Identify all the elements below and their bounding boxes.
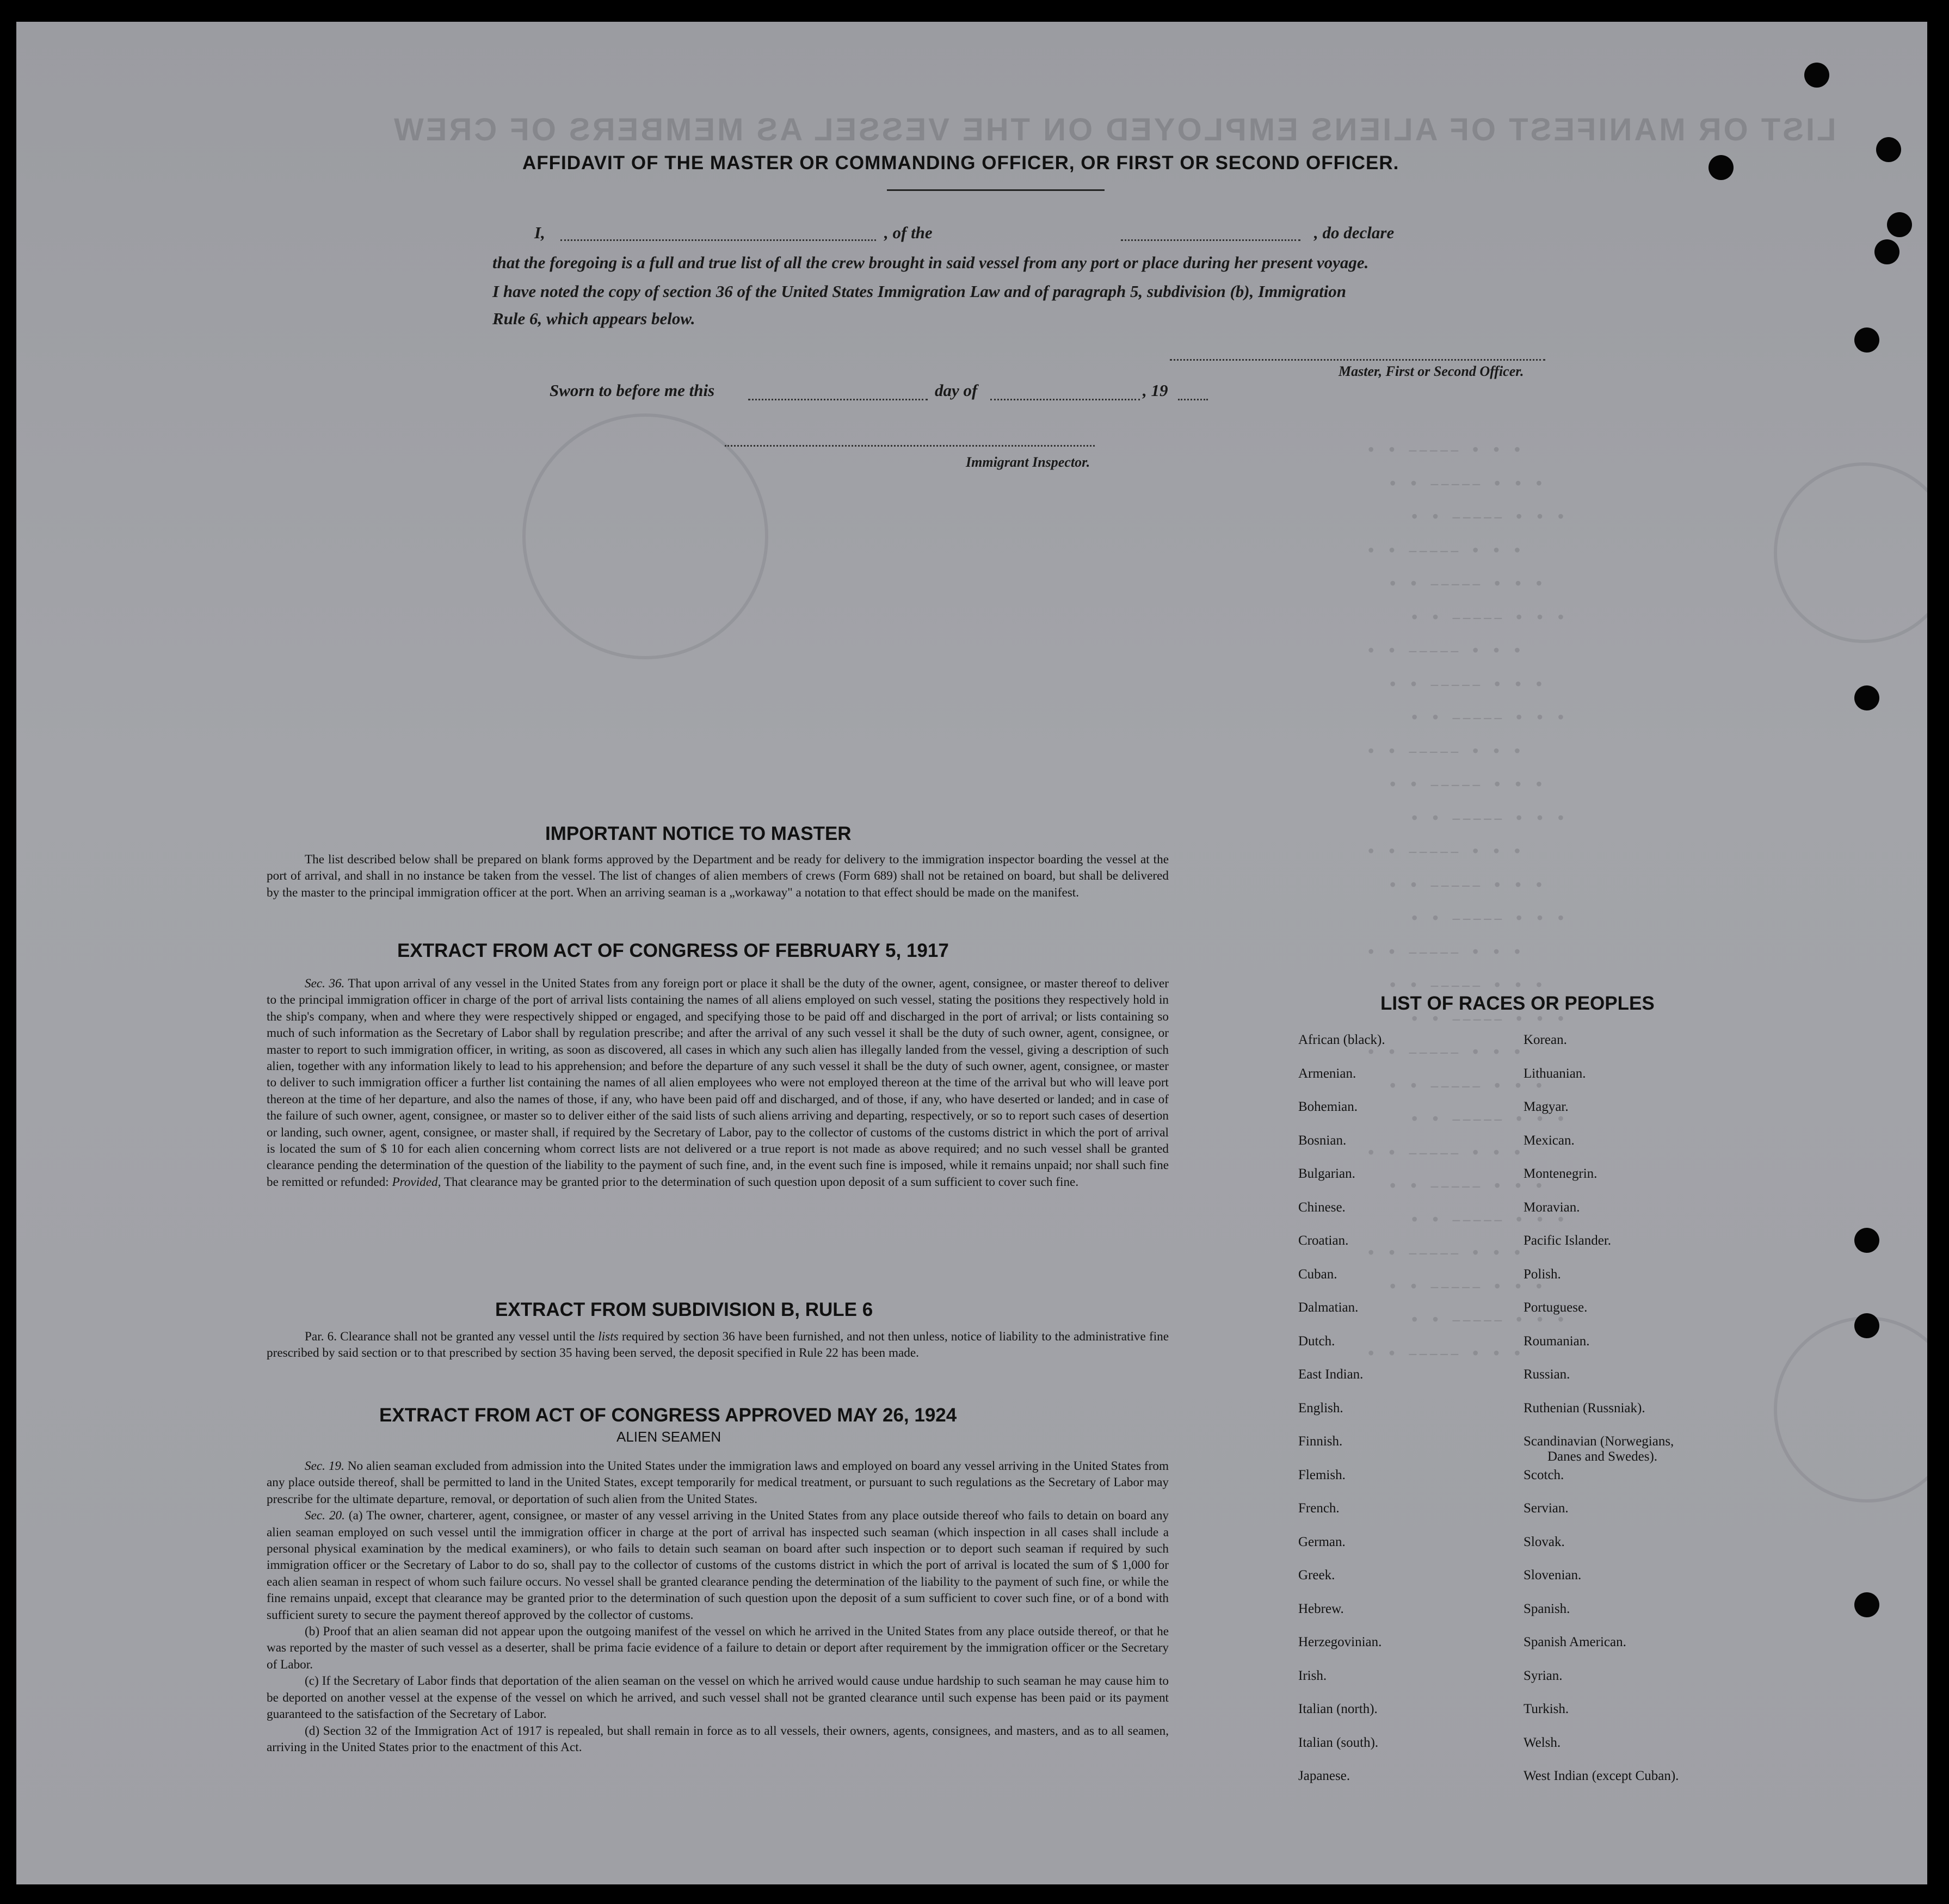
punch-hole <box>1709 155 1734 180</box>
race-entry: Japanese. <box>1298 1769 1350 1783</box>
race-entry: Moravian. <box>1524 1200 1580 1215</box>
race-entry: Mexican. <box>1524 1133 1575 1148</box>
race-entry: Scotch. <box>1524 1467 1564 1482</box>
punch-hole <box>1854 685 1879 710</box>
section-text: (c) If the Secretary of Labor finds that deportation of the alien seaman on the vessel on which he arrived would cause undue hardship to such seaman he may cause him to be deported on another vessel at the expense of the vessel on which he arrived, and such vessel shall not be granted clearance until such expense has been paid or its payment guaranteed to the satisfaction of the Secretary of Labor. <box>267 1674 1169 1722</box>
race-entry: Polish. <box>1524 1266 1561 1282</box>
affidavit-line: that the foregoing is a full and true list of all the crew brought in said vessel from any port or place during her present voyage. <box>492 253 1369 272</box>
extract-rule6-paragraph <box>267 1328 1169 1362</box>
race-entry: East Indian. <box>1298 1367 1364 1382</box>
bleed-through-row: • • • ––––– • • <box>1366 1143 1523 1164</box>
extract-1924-subtitle: ALIEN SEAMEN <box>616 1429 721 1445</box>
section-text: (b) Proof that an alien seaman did not appear upon the outgoing manifest of the vessel on which he arrived in the United States from any place outside thereof, or that he was reported by the master of such vessel as a deserter, shall be prima facie evidence of a failure to detain or deport after requirement by the immigration officer or the Secretary of Labor. <box>267 1624 1169 1672</box>
bleed-through-row: • • • ––––– • • <box>1409 508 1566 528</box>
affidavit-line-of: , of the <box>884 223 933 242</box>
affidavit-line: I have noted the copy of section 36 of the United States Immigration Law and of paragraph 5, subdivision (b), Immigration <box>492 282 1347 301</box>
bleed-through-row: • • • ––––– • • <box>1366 441 1523 461</box>
bleed-through-row: • • • ––––– • • <box>1409 909 1566 929</box>
divider <box>887 189 1105 191</box>
bleed-through-row: • • • ––––– • • <box>1366 541 1523 561</box>
affidavit-line-start: I, <box>534 223 545 242</box>
section-label: Sec. 36. <box>305 976 345 991</box>
punch-hole <box>1854 1592 1879 1617</box>
race-entry: West Indian (except Cuban). <box>1524 1769 1679 1783</box>
punch-hole <box>1874 239 1899 264</box>
race-entry: Cuban. <box>1298 1266 1337 1282</box>
year-label: , 19 <box>1143 381 1168 400</box>
sworn-day-blank[interactable] <box>748 399 928 400</box>
notice-text: The list described below shall be prepared on blank forms approved by the Department and be ready for delivery to the immigration inspector boarding the vessel at the port of arrival, and shall in no instance be taken from the vessel. The list of changes of alien members of crews (Form 689) shall not be retained on board, but shall be delivered by the master to the principal immigration officer at the port. When an arriving seaman is a „workaway" a notation to that effect should be made on the manifest. <box>267 852 1169 900</box>
race-entry: Greek. <box>1298 1568 1335 1582</box>
race-entry: German. <box>1298 1534 1346 1549</box>
bleed-through-row: • • • ––––– • • <box>1387 1277 1545 1297</box>
bleed-through-title: LIST OR MANIFEST OF ALIENS EMPLOYED ON THE VESSEL AS MEMBERS OF CREW <box>392 112 1836 147</box>
extract-rule6-title: EXTRACT FROM SUBDIVISION B, RULE 6 <box>495 1299 873 1320</box>
race-entry: Slovak. <box>1524 1534 1565 1549</box>
bleed-through-row: • • • ––––– • • <box>1387 1177 1545 1197</box>
race-entry: Bosnian. <box>1298 1133 1347 1148</box>
race-entry: French. <box>1298 1501 1340 1516</box>
race-entry: Italian (south). <box>1298 1735 1379 1750</box>
race-entry: Montenegrin. <box>1524 1166 1598 1181</box>
race-entry: Scandinavian (Norwegians, <box>1524 1434 1674 1449</box>
inspector-label: Immigrant Inspector. <box>966 454 1090 470</box>
race-entry: Dalmatian. <box>1298 1300 1359 1315</box>
bleed-through-row: • • • ––––– • • <box>1366 741 1523 762</box>
bleed-through-stamp <box>522 413 768 659</box>
race-entry: Spanish. <box>1524 1601 1570 1616</box>
section-text: That upon arrival of any vessel in the United States from any foreign port or place it shall be the duty of the owner, agent, consignee, or master thereof to deliver to the principal immigration officer in charge of the port of arrival lists containing the names of all aliens employed on such vessel, stating the positions they respectively hold in the ship's company, when and where they were respectively shipped or engaged, and specifying those to be paid off and discharged in the port of arrival; or lists containing so much of such information as the Secretary of Labor shall by regulation prescribe; and after the arrival of any such vessel it shall be the duty of such owner, agent, consignee, or master to report to such immigration officer, in writing, as soon as discovered, all cases in which any such alien has illegally landed from the vessel, giving a description of such alien, together with any information likely to lead to his apprehension; and before the departure of any such vessel it shall be the duty of such owner, agent, consignee, or master to deliver to such immigration officer a further list containing the names of all alien employees who were not employed thereon at the time of the arrival but who will leave port thereon at the time of her departure, and also the names of those, if any, who have been paid off and discharged, and of those, if any, who have deserted or landed; and in case of the failure of such owner, agent, consignee, or master so to deliver either of the said lists of such aliens arriving and departing, respectively, or so to report such cases of desertion or landing, such owner, agent, consignee, or master shall, if required by the Secretary of Labor, pay to the collector of customs of the customs district in which the port of arrival is located the sum of $ 10 for each alien concerning whom correct lists are not delivered or a true report is not made as above required; and no such vessel shall be granted clearance pending the determination of the question of the liability to the payment of such fine, and, in the event such fine is imposed, while it remains unpaid; nor shall such fine be remitted or refunded: <box>267 976 1169 1189</box>
extract-1917-paragraph <box>267 975 1169 1190</box>
race-entry: English. <box>1298 1400 1343 1415</box>
race-entry: Hebrew. <box>1298 1601 1344 1616</box>
bleed-through-row: • • • ––––– • • <box>1409 808 1566 829</box>
bleed-through-row: • • • ––––– • • <box>1387 474 1545 494</box>
section-label: Sec. 20. <box>305 1509 345 1523</box>
extract-1924-title: EXTRACT FROM ACT OF CONGRESS APPROVED MAY 26, 1924 <box>379 1405 957 1426</box>
race-entry: Dutch. <box>1298 1333 1335 1349</box>
extract-1924-paragraphs <box>267 1458 1169 1755</box>
section-text: (d) Section 32 of the Immigration Act of 1917 is repealed, but shall remain in force as to all vessels, their owners, agents, consignees, and masters, and as to all seamen, arriving in the United States prior to the enactment of this Act. <box>267 1723 1169 1754</box>
races-title: LIST OF RACES OR PEOPLES <box>1380 993 1655 1014</box>
section-text: No alien seaman excluded from admission into the United States under the immigration laws and employed on board any vessel arriving in the United States from any place outside thereof, shall be permitted to land in the United States, except temporarily for medical treatment, or pursuant to such regulations as the Secretary of Labor may prescribe for the ultimate departure, removal, or deportation of such alien from the United States. <box>267 1459 1169 1506</box>
race-entry: Magyar. <box>1524 1099 1569 1114</box>
race-entry: Ruthenian (Russniak). <box>1524 1400 1645 1415</box>
paragraph-text: Par. 6. Clearance shall not be granted any vessel until the <box>305 1330 595 1344</box>
bleed-through-row: • • • ––––– • • <box>1409 1110 1566 1130</box>
day-of-label: day of <box>935 381 978 400</box>
provided-label: Provided, <box>392 1174 441 1189</box>
race-entry: Armenian. <box>1298 1066 1356 1081</box>
paragraph-text: required by section 36 have been furnished, and not then unless, notice of liability to the administrative fine prescribed by said section or to that prescribed by section 35 having been served, the deposit specified in Rule 22 has been made. <box>267 1330 1169 1361</box>
race-entry: Spanish American. <box>1524 1635 1626 1649</box>
race-entry: Syrian. <box>1524 1668 1563 1683</box>
race-entry: Bulgarian. <box>1298 1166 1355 1181</box>
bleed-through-row: • • • ––––– • • <box>1387 976 1545 996</box>
bleed-through-row: • • • ––––– • • <box>1366 842 1523 862</box>
race-entry: Chinese. <box>1298 1200 1346 1215</box>
punch-hole <box>1854 1313 1879 1338</box>
punch-hole <box>1887 212 1912 237</box>
race-entry: Slovenian. <box>1524 1568 1582 1582</box>
section-text: (a) The owner, charterer, agent, consignee, or master of any vessel arriving in the United States from any place outside thereof who fails to detain on board any alien seaman employed on such vessel until the immigration officer in charge at the port of arrival has inspected such seaman (which inspection in all cases shall include a personal physical examination by the medical examiners), or who fails to detain such seaman on board after such inspection or to deport such seaman if required by such immigration officer or the Secretary of Labor to do so, shall pay to the collector of customs of the customs district in which the port of arrival is located the sum of $ 1,000 for each alien seaman in respect of whom such failure occurs. No vessel shall be granted clearance pending the determination of the liability to the payment of such fine, or while the fine remains unpaid, except that clearance may be granted prior to the determination of such question upon the deposit of a sum sufficient to cover such fine, or of a bond with sufficient surety to secure the payment thereof approved by the collector of customs. <box>267 1509 1169 1622</box>
bleed-through-row: • • • ––––– • • <box>1409 1009 1566 1030</box>
bleed-through-row: • • • ––––– • • <box>1366 1344 1523 1364</box>
punch-hole <box>1854 327 1879 353</box>
sworn-year-blank[interactable] <box>1178 399 1208 400</box>
bleed-through-row: • • • ––––– • • <box>1366 641 1523 662</box>
race-entry: Servian. <box>1524 1501 1569 1516</box>
notice-title: IMPORTANT NOTICE TO MASTER <box>545 823 852 844</box>
inspector-signature-blank[interactable] <box>725 445 1095 447</box>
section-text: That clearance may be granted prior to the determination of such question upon deposit of a sum sufficient to cover such fine. <box>443 1174 1079 1189</box>
race-entry: Welsh. <box>1524 1735 1561 1750</box>
race-entry: Irish. <box>1298 1668 1327 1683</box>
lists-label: lists <box>598 1330 619 1344</box>
bleed-through-row: • • • ––––– • • <box>1366 1244 1523 1264</box>
bleed-through-row: • • • ––––– • • <box>1387 875 1545 896</box>
vessel-name-blank[interactable] <box>1121 239 1300 241</box>
sworn-label: Sworn to before me this <box>550 381 715 400</box>
race-entry: Italian (north). <box>1298 1702 1378 1716</box>
punch-hole <box>1876 137 1901 162</box>
race-entry: African (black). <box>1298 1033 1385 1047</box>
race-entry: Bohemian. <box>1298 1099 1358 1114</box>
bleed-through-row: • • • ––––– • • <box>1409 608 1566 628</box>
race-entry: Roumanian. <box>1524 1333 1590 1349</box>
race-entry: Finnish. <box>1298 1434 1343 1449</box>
master-signature-label: Master, First or Second Officer. <box>1339 363 1524 379</box>
bleed-through-row: • • • ––––– • • <box>1409 1310 1566 1331</box>
punch-hole <box>1854 1228 1879 1253</box>
bleed-through-stamp <box>1774 462 1927 643</box>
bleed-through-row: • • • ––––– • • <box>1409 708 1566 728</box>
race-entry: Danes and Swedes). <box>1547 1449 1658 1464</box>
sworn-month-blank[interactable] <box>990 399 1140 400</box>
master-signature-blank[interactable] <box>1170 359 1545 361</box>
race-entry: Pacific Islander. <box>1524 1233 1612 1248</box>
manifest-page <box>16 22 1927 1884</box>
bleed-through-row: • • • ––––– • • <box>1387 675 1545 695</box>
bleed-through-row: • • • ––––– • • <box>1366 1043 1523 1063</box>
punch-hole <box>1804 63 1829 88</box>
section-label: Sec. 19. <box>305 1459 344 1473</box>
bleed-through-row: • • • ––––– • • <box>1366 942 1523 963</box>
extract-1917-title: EXTRACT FROM ACT OF CONGRESS OF FEBRUARY 5, 1917 <box>397 940 949 961</box>
bleed-through-stamp <box>1774 1316 1927 1503</box>
affidavit-title: AFFIDAVIT OF THE MASTER OR COMMANDING OFFICER, OR FIRST OR SECOND OFFICER. <box>522 152 1399 174</box>
notice-paragraph <box>267 851 1169 901</box>
race-entry: Flemish. <box>1298 1467 1346 1482</box>
officer-name-blank[interactable] <box>560 239 876 241</box>
race-entry: Croatian. <box>1298 1233 1349 1248</box>
bleed-through-row: • • • ––––– • • <box>1387 1076 1545 1097</box>
race-entry: Lithuanian. <box>1524 1066 1586 1081</box>
race-entry: Turkish. <box>1524 1702 1569 1716</box>
bleed-through-row: • • • ––––– • • <box>1387 574 1545 595</box>
affidavit-line: Rule 6, which appears below. <box>492 309 695 328</box>
affidavit-line-declare: , do declare <box>1314 223 1395 242</box>
bleed-through-row: • • • ––––– • • <box>1409 1210 1566 1231</box>
race-entry: Portuguese. <box>1524 1300 1588 1315</box>
race-entry: Korean. <box>1524 1033 1567 1047</box>
race-entry: Herzegovinian. <box>1298 1635 1382 1649</box>
race-entry: Russian. <box>1524 1367 1570 1382</box>
bleed-through-row: • • • ––––– • • <box>1387 775 1545 795</box>
